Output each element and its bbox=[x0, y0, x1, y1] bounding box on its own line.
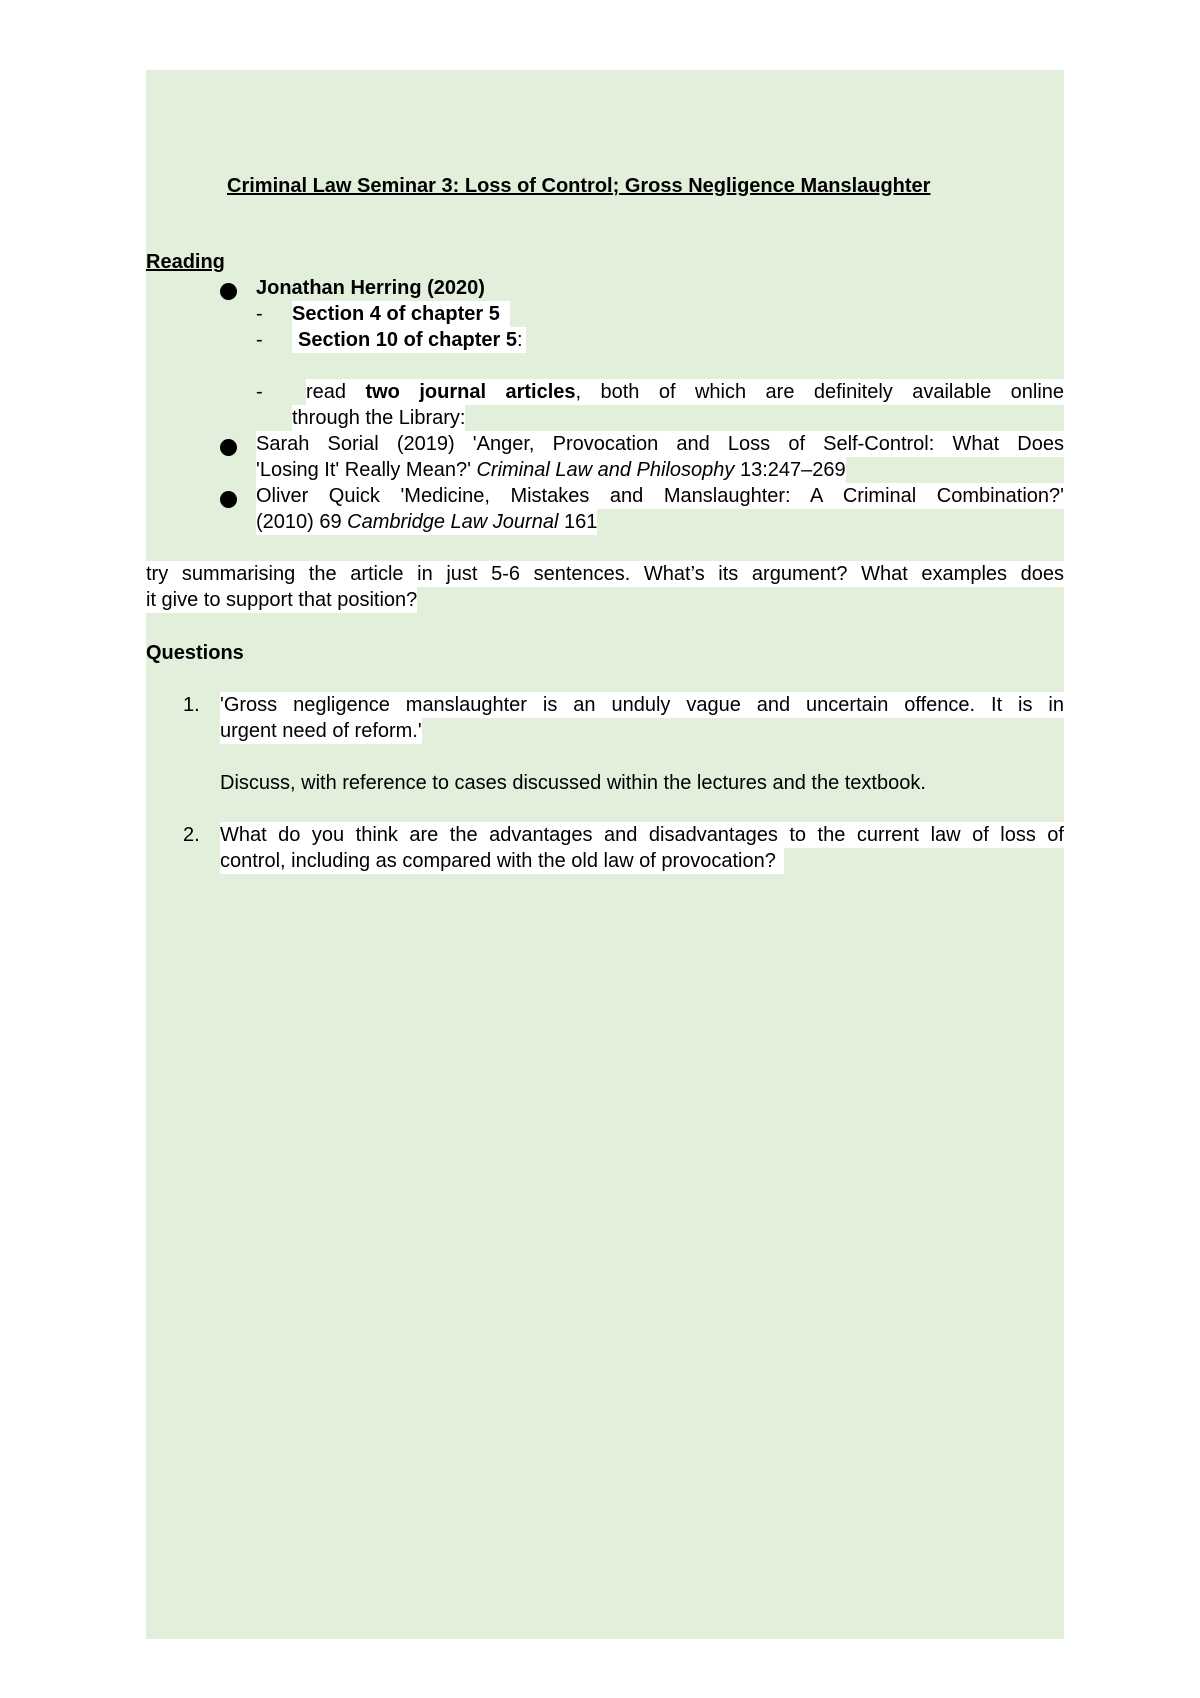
article-quick-pages: 161 bbox=[558, 511, 598, 533]
dash: - bbox=[256, 329, 263, 351]
question-number: 2. bbox=[183, 824, 200, 846]
question-2-text: What do you think are the advantages and disadvantages to the current law of loss of bbox=[220, 824, 1064, 846]
journal-note-line2: through the Library: bbox=[292, 407, 466, 429]
summary-instruction: try summarising the article in just 5-6 sentences. What’s its argument? What examples does bbox=[146, 563, 1064, 585]
question-2-text-line2: control, including as compared with the old law of provocation? bbox=[220, 848, 784, 874]
question-number: 1. bbox=[183, 694, 200, 716]
question-1-text-line2: urgent need of reform.' bbox=[220, 720, 422, 742]
article-sorial: Sarah Sorial (2019) 'Anger, Provocation and Loss of Self-Control: What Does bbox=[256, 433, 1064, 455]
article-sorial-journal: Criminal Law and Philosophy bbox=[476, 459, 735, 481]
journal-note-post: , both of which are definitely available online bbox=[575, 381, 1065, 403]
summary-instruction-line2: it give to support that position? bbox=[146, 589, 418, 611]
reading-section-10-label: Section 10 of chapter 5 bbox=[298, 329, 517, 351]
question-1-text: 'Gross negligence manslaughter is an unduly vague and uncertain offence. It is in bbox=[220, 694, 1064, 716]
page-title: Criminal Law Seminar 3: Loss of Control; Gross Negligence Manslaughter bbox=[227, 175, 931, 197]
article-quick: Oliver Quick 'Medicine, Mistakes and Manslaughter: A Criminal Combination?' bbox=[256, 485, 1064, 507]
questions-heading: Questions bbox=[146, 642, 244, 664]
reading-section-4: Section 4 of chapter 5 bbox=[292, 301, 510, 327]
article-sorial-pages: 13:247–269 bbox=[734, 459, 846, 481]
dash: - bbox=[256, 303, 263, 325]
bullet-icon bbox=[220, 491, 237, 508]
article-quick-year: (2010) 69 bbox=[256, 511, 348, 533]
colon: : bbox=[516, 329, 523, 351]
reading-section-10 bbox=[292, 327, 526, 353]
reading-heading: Reading bbox=[146, 251, 225, 273]
journal-note bbox=[306, 379, 1064, 405]
dash: - bbox=[256, 381, 263, 403]
article-sorial-title-end: 'Losing It' Really Mean?' bbox=[256, 459, 477, 481]
question-1-instruction: Discuss, with reference to cases discussed within the lectures and the textbook. bbox=[220, 772, 926, 794]
bullet-icon bbox=[220, 439, 237, 456]
article-quick-line2 bbox=[256, 509, 597, 535]
herring-reference: Jonathan Herring (2020) bbox=[256, 277, 485, 299]
bullet-icon bbox=[220, 283, 237, 300]
article-quick-journal: Cambridge Law Journal bbox=[347, 511, 559, 533]
journal-note-pre: read bbox=[306, 381, 366, 403]
article-sorial-line2 bbox=[256, 457, 846, 483]
journal-note-bold: two journal articles bbox=[365, 381, 576, 403]
